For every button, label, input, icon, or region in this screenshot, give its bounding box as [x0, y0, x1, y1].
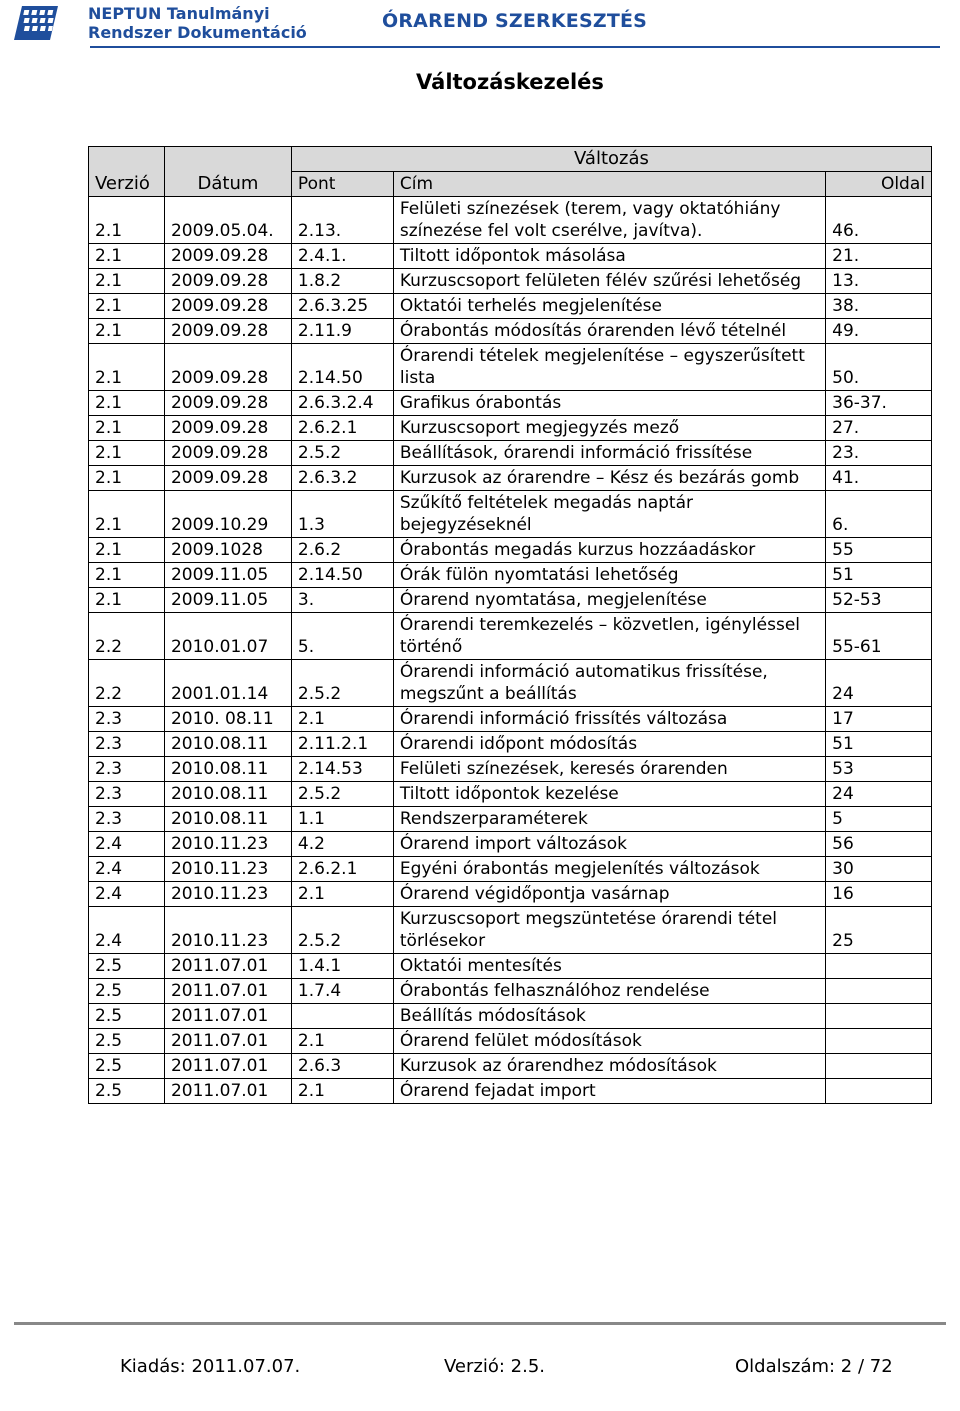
cell-pont: 2.5.2	[291, 782, 393, 807]
cell-verzio: 2.2	[89, 660, 165, 707]
cell-datum: 2011.07.01	[164, 954, 291, 979]
cell-verzio: 2.1	[89, 197, 165, 244]
cell-datum: 2010.08.11	[164, 807, 291, 832]
cell-datum: 2009.09.28	[164, 294, 291, 319]
table-row	[89, 954, 932, 979]
cell-pont: 2.6.3.25	[291, 294, 393, 319]
cell-cim: Oktatói mentesítés	[393, 954, 825, 979]
cell-oldal: 6.	[826, 491, 932, 538]
cell-datum: 2009.10.29	[164, 491, 291, 538]
cell-datum: 2010.11.23	[164, 907, 291, 954]
table-row	[89, 882, 932, 907]
cell-oldal: 30	[826, 857, 932, 882]
cell-cim: Órabontás módosítás órarenden lévő tételnél	[393, 319, 825, 344]
header-cim: Cím	[393, 172, 825, 197]
cell-oldal: 24	[826, 782, 932, 807]
cell-cim: Órarendi tételek megjelenítése – egyszerűsített lista	[393, 344, 825, 391]
cell-cim: Felületi színezések (terem, vagy oktatóhiány színezése fel volt cserélve, javítva).	[393, 197, 825, 244]
cell-oldal: 27.	[826, 416, 932, 441]
cell-pont: 2.6.2.1	[291, 857, 393, 882]
cell-pont: 2.6.2.1	[291, 416, 393, 441]
table-row	[89, 588, 932, 613]
cell-pont: 2.14.53	[291, 757, 393, 782]
cell-oldal: 49.	[826, 319, 932, 344]
cell-oldal: 55-61	[826, 613, 932, 660]
cell-datum: 2009.09.28	[164, 441, 291, 466]
cell-pont: 3.	[291, 588, 393, 613]
cell-verzio: 2.1	[89, 466, 165, 491]
table-row	[89, 907, 932, 954]
cell-oldal: 51	[826, 732, 932, 757]
cell-oldal: 5	[826, 807, 932, 832]
cell-verzio: 2.5	[89, 1029, 165, 1054]
cell-datum: 2009.09.28	[164, 269, 291, 294]
cell-cim: Szűkítő feltételek megadás naptár bejegyzéseknél	[393, 491, 825, 538]
table-row	[89, 491, 932, 538]
cell-pont	[291, 1004, 393, 1029]
cell-oldal	[826, 979, 932, 1004]
cell-pont: 1.4.1	[291, 954, 393, 979]
cell-cim: Órarend végidőpontja vasárnap	[393, 882, 825, 907]
cell-oldal: 17	[826, 707, 932, 732]
brand-line-2: Rendszer Dokumentáció	[88, 23, 307, 42]
cell-pont: 2.11.9	[291, 319, 393, 344]
footer-divider	[14, 1322, 946, 1325]
cell-datum: 2011.07.01	[164, 1079, 291, 1104]
cell-verzio: 2.1	[89, 269, 165, 294]
header-pont: Pont	[291, 172, 393, 197]
cell-datum: 2011.07.01	[164, 1054, 291, 1079]
table-row	[89, 660, 932, 707]
cell-verzio: 2.3	[89, 757, 165, 782]
table-row	[89, 707, 932, 732]
cell-verzio: 2.1	[89, 563, 165, 588]
cell-verzio: 2.4	[89, 857, 165, 882]
table-row	[89, 294, 932, 319]
cell-datum: 2010. 08.11	[164, 707, 291, 732]
cell-pont: 2.5.2	[291, 441, 393, 466]
cell-datum: 2009.09.28	[164, 344, 291, 391]
table-row	[89, 391, 932, 416]
cell-datum: 2011.07.01	[164, 1004, 291, 1029]
brand-name	[88, 4, 307, 42]
page-header	[0, 0, 960, 48]
cell-oldal: 53	[826, 757, 932, 782]
table-row	[89, 563, 932, 588]
cell-datum: 2011.07.01	[164, 1029, 291, 1054]
cell-datum: 2009.11.05	[164, 563, 291, 588]
cell-oldal: 55	[826, 538, 932, 563]
cell-pont: 1.8.2	[291, 269, 393, 294]
header-datum: Dátum	[164, 147, 291, 197]
table-row	[89, 1029, 932, 1054]
cell-oldal: 23.	[826, 441, 932, 466]
cell-oldal: 51	[826, 563, 932, 588]
cell-datum: 2009.05.04.	[164, 197, 291, 244]
cell-datum: 2001.01.14	[164, 660, 291, 707]
cell-datum: 2009.09.28	[164, 391, 291, 416]
footer-verzio: Verzió: 2.5.	[444, 1356, 545, 1377]
cell-cim: Órák fülön nyomtatási lehetőség	[393, 563, 825, 588]
cell-verzio: 2.5	[89, 1004, 165, 1029]
cell-cim: Tiltott időpontok másolása	[393, 244, 825, 269]
cell-pont: 2.6.3.2.4	[291, 391, 393, 416]
footer-kiadas: Kiadás: 2011.07.07.	[120, 1356, 301, 1377]
table-row	[89, 832, 932, 857]
cell-pont: 2.14.50	[291, 344, 393, 391]
cell-pont: 2.1	[291, 1079, 393, 1104]
cell-oldal: 50.	[826, 344, 932, 391]
cell-cim: Kurzuscsoport megjegyzés mező	[393, 416, 825, 441]
table-row	[89, 1079, 932, 1104]
table-row	[89, 782, 932, 807]
cell-datum: 2010.11.23	[164, 857, 291, 882]
cell-verzio: 2.1	[89, 319, 165, 344]
cell-pont: 2.1	[291, 1029, 393, 1054]
cell-verzio: 2.1	[89, 416, 165, 441]
cell-verzio: 2.1	[89, 344, 165, 391]
cell-pont: 2.11.2.1	[291, 732, 393, 757]
cell-cim: Kurzusok az órarendre – Kész és bezárás gomb	[393, 466, 825, 491]
cell-verzio: 2.5	[89, 1054, 165, 1079]
cell-cim: Órarendi időpont módosítás	[393, 732, 825, 757]
cell-verzio: 2.4	[89, 832, 165, 857]
cell-cim: Órabontás felhasználóhoz rendelése	[393, 979, 825, 1004]
cell-verzio: 2.1	[89, 294, 165, 319]
cell-cim: Kurzuscsoport megszüntetése órarendi tétel törlésekor	[393, 907, 825, 954]
header-valtozas: Változás	[291, 147, 931, 172]
cell-pont: 2.14.50	[291, 563, 393, 588]
table-body	[89, 197, 932, 1104]
cell-cim: Kurzuscsoport felületen félév szűrési lehetőség	[393, 269, 825, 294]
cell-verzio: 2.5	[89, 1079, 165, 1104]
cell-datum: 2009.11.05	[164, 588, 291, 613]
cell-verzio: 2.5	[89, 979, 165, 1004]
cell-oldal: 25	[826, 907, 932, 954]
cell-oldal: 56	[826, 832, 932, 857]
cell-oldal: 21.	[826, 244, 932, 269]
cell-cim: Órarend import változások	[393, 832, 825, 857]
cell-verzio: 2.1	[89, 588, 165, 613]
table-row	[89, 732, 932, 757]
cell-pont: 2.5.2	[291, 907, 393, 954]
cell-verzio: 2.3	[89, 807, 165, 832]
cell-pont: 2.6.2	[291, 538, 393, 563]
cell-verzio: 2.3	[89, 732, 165, 757]
cell-datum: 2010.11.23	[164, 832, 291, 857]
cell-cim: Felületi színezések, keresés órarenden	[393, 757, 825, 782]
cell-oldal: 16	[826, 882, 932, 907]
cell-oldal: 38.	[826, 294, 932, 319]
table-row	[89, 1004, 932, 1029]
cell-verzio: 2.4	[89, 882, 165, 907]
cell-oldal: 13.	[826, 269, 932, 294]
page-title: Változáskezelés	[416, 70, 604, 94]
cell-cim: Beállítás módosítások	[393, 1004, 825, 1029]
cell-datum: 2009.09.28	[164, 466, 291, 491]
cell-oldal: 46.	[826, 197, 932, 244]
cell-verzio: 2.1	[89, 441, 165, 466]
cell-pont: 2.1	[291, 882, 393, 907]
neptun-grid-logo-icon	[12, 2, 60, 42]
cell-cim: Tiltott időpontok kezelése	[393, 782, 825, 807]
cell-cim: Rendszerparaméterek	[393, 807, 825, 832]
cell-verzio: 2.1	[89, 491, 165, 538]
table-row	[89, 613, 932, 660]
table-row	[89, 857, 932, 882]
cell-pont: 2.1	[291, 707, 393, 732]
cell-cim: Órarendi információ automatikus frissítése, megszűnt a beállítás	[393, 660, 825, 707]
cell-cim: Egyéni órabontás megjelenítés változások	[393, 857, 825, 882]
cell-verzio: 2.3	[89, 782, 165, 807]
footer-oldalszam: Oldalszám: 2 / 72	[735, 1356, 893, 1377]
cell-verzio: 2.3	[89, 707, 165, 732]
cell-oldal: 24	[826, 660, 932, 707]
cell-datum: 2009.09.28	[164, 319, 291, 344]
cell-verzio: 2.2	[89, 613, 165, 660]
cell-verzio: 2.1	[89, 391, 165, 416]
cell-datum: 2011.07.01	[164, 979, 291, 1004]
cell-cim: Órarend fejadat import	[393, 1079, 825, 1104]
cell-datum: 2010.08.11	[164, 732, 291, 757]
cell-oldal	[826, 1054, 932, 1079]
cell-pont: 1.7.4	[291, 979, 393, 1004]
cell-pont: 1.3	[291, 491, 393, 538]
cell-pont: 2.13.	[291, 197, 393, 244]
cell-cim: Grafikus órabontás	[393, 391, 825, 416]
header-oldal: Oldal	[826, 172, 932, 197]
header-divider	[90, 46, 940, 48]
cell-oldal	[826, 1004, 932, 1029]
cell-datum: 2009.09.28	[164, 416, 291, 441]
table-row	[89, 197, 932, 244]
header-verzio: Verzió	[89, 147, 165, 197]
cell-cim: Órarend nyomtatása, megjelenítése	[393, 588, 825, 613]
table-row	[89, 344, 932, 391]
cell-verzio: 2.5	[89, 954, 165, 979]
table-row	[89, 269, 932, 294]
cell-pont: 4.2	[291, 832, 393, 857]
cell-pont: 5.	[291, 613, 393, 660]
cell-cim: Kurzusok az órarendhez módosítások	[393, 1054, 825, 1079]
cell-oldal: 52-53	[826, 588, 932, 613]
cell-oldal	[826, 1029, 932, 1054]
cell-datum: 2010.01.07	[164, 613, 291, 660]
cell-datum: 2010.08.11	[164, 782, 291, 807]
cell-cim: Beállítások, órarendi információ frissítése	[393, 441, 825, 466]
table-row	[89, 319, 932, 344]
table-row	[89, 1054, 932, 1079]
cell-pont: 2.5.2	[291, 660, 393, 707]
cell-oldal	[826, 954, 932, 979]
table-row	[89, 979, 932, 1004]
cell-pont: 1.1	[291, 807, 393, 832]
table-row	[89, 757, 932, 782]
cell-datum: 2010.08.11	[164, 757, 291, 782]
cell-pont: 2.6.3.2	[291, 466, 393, 491]
cell-datum: 2010.11.23	[164, 882, 291, 907]
cell-pont: 2.4.1.	[291, 244, 393, 269]
cell-verzio: 2.4	[89, 907, 165, 954]
cell-cim: Órabontás megadás kurzus hozzáadáskor	[393, 538, 825, 563]
cell-cim: Oktatói terhelés megjelenítése	[393, 294, 825, 319]
cell-cim: Órarendi információ frissítés változása	[393, 707, 825, 732]
cell-oldal	[826, 1079, 932, 1104]
change-log-table	[88, 146, 932, 1104]
table-header	[89, 147, 932, 197]
cell-pont: 2.6.3	[291, 1054, 393, 1079]
header-title: ÓRAREND SZERKESZTÉS	[382, 10, 648, 32]
cell-cim: Órarendi teremkezelés – közvetlen, igényléssel történő	[393, 613, 825, 660]
cell-verzio: 2.1	[89, 538, 165, 563]
table-row	[89, 538, 932, 563]
cell-datum: 2009.09.28	[164, 244, 291, 269]
table-row	[89, 416, 932, 441]
cell-cim: Órarend felület módosítások	[393, 1029, 825, 1054]
table-row	[89, 466, 932, 491]
table-row	[89, 807, 932, 832]
table-row	[89, 441, 932, 466]
cell-oldal: 41.	[826, 466, 932, 491]
cell-verzio: 2.1	[89, 244, 165, 269]
cell-datum: 2009.1028	[164, 538, 291, 563]
cell-oldal: 36-37.	[826, 391, 932, 416]
table-row	[89, 244, 932, 269]
brand-line-1: NEPTUN Tanulmányi	[88, 4, 270, 23]
